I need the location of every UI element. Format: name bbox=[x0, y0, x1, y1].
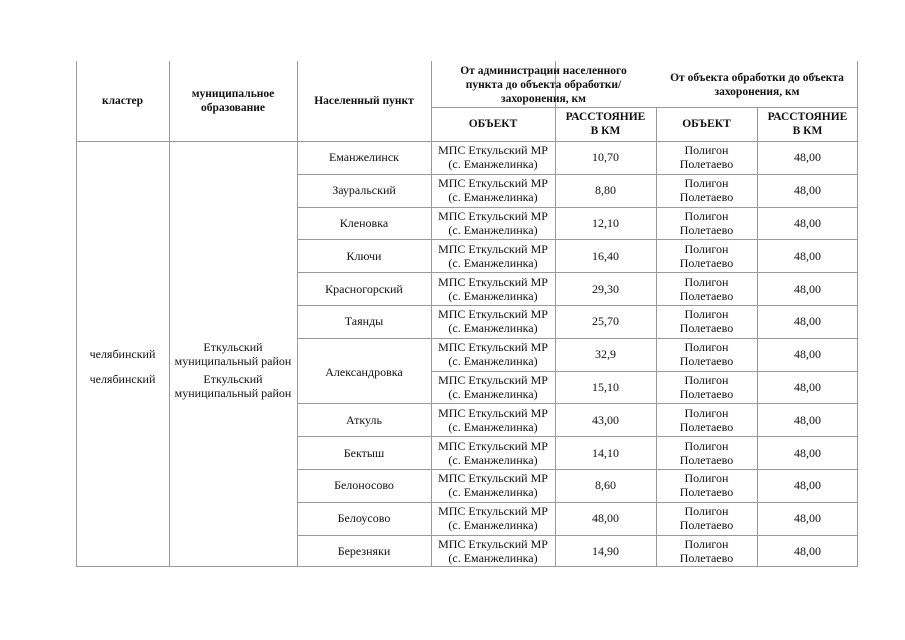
locality-cell: Ключи bbox=[346, 248, 382, 263]
object-landfill-cell bbox=[656, 174, 757, 207]
object-facility-cell bbox=[431, 305, 555, 338]
municipality-cell-line: муниципальный район bbox=[174, 385, 292, 400]
object-landfill-cell bbox=[656, 272, 757, 305]
header-distance-2-line: РАССТОЯНИЕ bbox=[767, 111, 848, 123]
locality-cell: Бектыш bbox=[343, 445, 385, 460]
object-facility-cell bbox=[431, 436, 555, 469]
object-facility-cell bbox=[431, 502, 555, 535]
object-landfill-cell bbox=[656, 371, 757, 404]
object-landfill-cell-line: Полигон bbox=[684, 274, 729, 289]
object-facility-cell-line: (с. Еманжелинка) bbox=[448, 550, 538, 565]
object-landfill-cell-line: Полетаево bbox=[679, 518, 734, 533]
object-facility-cell bbox=[431, 141, 555, 174]
object-facility-cell-line: (с. Еманжелинка) bbox=[448, 386, 538, 401]
locality-cell: Еманжелинск bbox=[328, 150, 400, 165]
object-facility-cell-line: МПС Еткульский МР bbox=[438, 340, 548, 355]
object-facility-cell-line: (с. Еманжелинка) bbox=[448, 190, 538, 205]
object-landfill-cell-line: Полетаево bbox=[679, 157, 734, 172]
distance-to-landfill-cell: 48,00 bbox=[794, 183, 821, 198]
municipality-cell bbox=[169, 338, 297, 371]
locality-cell: Белоносово bbox=[334, 478, 394, 493]
object-landfill-cell-line: Полетаево bbox=[679, 321, 734, 336]
object-facility-cell bbox=[431, 371, 555, 404]
object-facility-cell-line: МПС Еткульский МР bbox=[438, 372, 548, 387]
object-facility-cell-line: МПС Еткульский МР bbox=[438, 208, 548, 223]
object-landfill-cell-line: Полигон bbox=[684, 504, 729, 519]
header-group-facility-to-landfill-line: От объекта обработки до объекта bbox=[670, 72, 844, 84]
object-facility-cell-line: МПС Еткульский МР bbox=[438, 504, 548, 519]
distance-to-landfill-cell: 48,00 bbox=[794, 379, 821, 394]
municipality-cell-line: Еткульский bbox=[203, 340, 263, 355]
distance-to-facility-cell: 32,9 bbox=[595, 347, 616, 362]
header-group-facility-to-landfill-line: захоронения, км bbox=[714, 86, 800, 98]
object-facility-cell-line: (с. Еманжелинка) bbox=[448, 157, 538, 172]
object-landfill-cell bbox=[656, 502, 757, 535]
object-landfill-cell bbox=[656, 469, 757, 502]
locality-cell: Белоусово bbox=[337, 511, 391, 526]
object-facility-cell-line: МПС Еткульский МР bbox=[438, 307, 548, 322]
object-facility-cell bbox=[431, 338, 555, 371]
object-landfill-cell-line: Полетаево bbox=[679, 255, 734, 270]
object-landfill-cell-line: Полигон bbox=[684, 241, 729, 256]
object-landfill-cell-line: Полигон bbox=[684, 176, 729, 191]
object-landfill-cell-line: Полетаево bbox=[679, 452, 734, 467]
header-object-2: ОБЪЕКТ bbox=[682, 118, 731, 130]
locality-cell: Аткуль bbox=[346, 412, 382, 427]
municipality-cell bbox=[169, 371, 297, 402]
object-landfill-cell bbox=[656, 338, 757, 371]
object-facility-cell-line: (с. Еманжелинка) bbox=[448, 321, 538, 336]
locality-cell: Березняки bbox=[337, 543, 391, 558]
distance-to-facility-cell: 12,10 bbox=[592, 215, 619, 230]
header-group-admin-to-facility-line: пункта до объекта обработки/ bbox=[465, 79, 622, 91]
object-facility-cell bbox=[431, 535, 555, 568]
distance-to-landfill-cell: 48,00 bbox=[794, 248, 821, 263]
distance-to-landfill-cell: 48,00 bbox=[794, 150, 821, 165]
header-municipality-line: муниципальное bbox=[191, 88, 275, 100]
header-distance-2 bbox=[757, 107, 858, 141]
object-landfill-cell bbox=[656, 141, 757, 174]
object-facility-cell bbox=[431, 272, 555, 305]
header-distance-1-line: РАССТОЯНИЕ bbox=[565, 111, 646, 123]
distance-to-landfill-cell: 48,00 bbox=[794, 281, 821, 296]
locality-cell: Таянды bbox=[344, 314, 384, 329]
object-landfill-cell-line: Полигон bbox=[684, 372, 729, 387]
distance-to-landfill-cell: 48,00 bbox=[794, 347, 821, 362]
object-facility-cell-line: (с. Еманжелинка) bbox=[448, 485, 538, 500]
distance-to-landfill-cell: 48,00 bbox=[794, 445, 821, 460]
header-group-facility-to-landfill bbox=[656, 63, 858, 107]
distance-to-facility-cell: 8,80 bbox=[595, 183, 616, 198]
header-distance-1 bbox=[555, 107, 656, 141]
object-facility-cell-line: МПС Еткульский МР bbox=[438, 274, 548, 289]
object-facility-cell bbox=[431, 403, 555, 436]
object-facility-cell-line: (с. Еманжелинка) bbox=[448, 255, 538, 270]
distance-to-landfill-cell: 48,00 bbox=[794, 412, 821, 427]
locality-cell: Кленовка bbox=[339, 215, 389, 230]
object-landfill-cell-line: Полигон bbox=[684, 405, 729, 420]
object-landfill-cell-line: Полетаево bbox=[679, 386, 734, 401]
object-landfill-cell-line: Полигон bbox=[684, 307, 729, 322]
municipality-cell-line: Еткульский bbox=[203, 371, 263, 386]
header-distance-1-line: В КМ bbox=[590, 125, 621, 137]
object-landfill-cell-line: Полигон bbox=[684, 143, 729, 158]
cluster-cell: челябинский bbox=[89, 347, 156, 362]
object-landfill-cell bbox=[656, 436, 757, 469]
object-landfill-cell-line: Полигон bbox=[684, 208, 729, 223]
object-facility-cell-line: МПС Еткульский МР bbox=[438, 471, 548, 486]
object-facility-cell-line: МПС Еткульский МР bbox=[438, 176, 548, 191]
object-facility-cell-line: (с. Еманжелинка) bbox=[448, 354, 538, 369]
object-landfill-cell-line: Полетаево bbox=[679, 550, 734, 565]
header-municipality-line: образование bbox=[201, 102, 265, 114]
distance-table bbox=[76, 61, 858, 567]
object-landfill-cell-line: Полетаево bbox=[679, 485, 734, 500]
object-facility-cell-line: МПС Еткульский МР bbox=[438, 536, 548, 551]
municipality-cell-line: муниципальный район bbox=[174, 354, 292, 369]
distance-to-landfill-cell: 48,00 bbox=[794, 478, 821, 493]
object-facility-cell-line: МПС Еткульский МР bbox=[438, 405, 548, 420]
header-group-admin-to-facility bbox=[431, 63, 656, 107]
object-facility-cell-line: (с. Еманжелинка) bbox=[448, 288, 538, 303]
locality-cell: Зауральский bbox=[332, 183, 396, 198]
object-facility-cell-line: (с. Еманжелинка) bbox=[448, 452, 538, 467]
distance-to-landfill-cell: 48,00 bbox=[794, 215, 821, 230]
header-group-admin-to-facility-line: От администрации населенного bbox=[460, 65, 627, 77]
object-facility-cell-line: МПС Еткульский МР bbox=[438, 241, 548, 256]
object-landfill-cell bbox=[656, 305, 757, 338]
object-landfill-cell bbox=[656, 239, 757, 272]
object-landfill-cell-line: Полигон bbox=[684, 536, 729, 551]
object-landfill-cell-line: Полигон bbox=[684, 438, 729, 453]
distance-to-facility-cell: 25,70 bbox=[592, 314, 619, 329]
distance-to-facility-cell: 8,60 bbox=[595, 478, 616, 493]
object-facility-cell-line: МПС Еткульский МР bbox=[438, 143, 548, 158]
object-landfill-cell bbox=[656, 207, 757, 240]
object-landfill-cell bbox=[656, 535, 757, 568]
object-facility-cell-line: (с. Еманжелинка) bbox=[448, 419, 538, 434]
header-distance-2-line: В КМ bbox=[792, 125, 823, 137]
object-landfill-cell-line: Полетаево bbox=[679, 190, 734, 205]
distance-to-landfill-cell: 48,00 bbox=[794, 543, 821, 558]
object-facility-cell-line: (с. Еманжелинка) bbox=[448, 518, 538, 533]
object-landfill-cell-line: Полигон bbox=[684, 340, 729, 355]
object-landfill-cell-line: Полетаево bbox=[679, 222, 734, 237]
distance-to-facility-cell: 15,10 bbox=[592, 379, 619, 394]
locality-cell: Александровка bbox=[325, 364, 403, 379]
object-facility-cell-line: (с. Еманжелинка) bbox=[448, 222, 538, 237]
object-landfill-cell-line: Полетаево bbox=[679, 288, 734, 303]
distance-to-facility-cell: 43,00 bbox=[592, 412, 619, 427]
distance-to-landfill-cell: 48,00 bbox=[794, 511, 821, 526]
distance-to-facility-cell: 10,70 bbox=[592, 150, 619, 165]
distance-to-facility-cell: 14,10 bbox=[592, 445, 619, 460]
object-landfill-cell bbox=[656, 403, 757, 436]
cluster-cell: челябинский bbox=[89, 371, 156, 386]
object-landfill-cell-line: Полетаево bbox=[679, 354, 734, 369]
distance-to-facility-cell: 14,90 bbox=[592, 543, 619, 558]
header-locality: Населенный пункт bbox=[314, 95, 414, 107]
header-object-1: ОБЪЕКТ bbox=[468, 118, 518, 130]
header-cluster: кластер bbox=[101, 95, 144, 107]
object-landfill-cell-line: Полигон bbox=[684, 471, 729, 486]
object-facility-cell-line: МПС Еткульский МР bbox=[438, 438, 548, 453]
object-facility-cell bbox=[431, 469, 555, 502]
object-facility-cell bbox=[431, 207, 555, 240]
object-landfill-cell-line: Полетаево bbox=[679, 419, 734, 434]
header-group-admin-to-facility-line: захоронения, км bbox=[501, 93, 586, 105]
distance-to-facility-cell: 48,00 bbox=[592, 511, 619, 526]
distance-to-facility-cell: 29,30 bbox=[592, 281, 619, 296]
header-municipality bbox=[169, 61, 297, 141]
object-facility-cell bbox=[431, 239, 555, 272]
distance-to-facility-cell: 16,40 bbox=[592, 248, 619, 263]
object-facility-cell bbox=[431, 174, 555, 207]
locality-cell: Красногорский bbox=[325, 281, 403, 296]
distance-to-landfill-cell: 48,00 bbox=[794, 314, 821, 329]
